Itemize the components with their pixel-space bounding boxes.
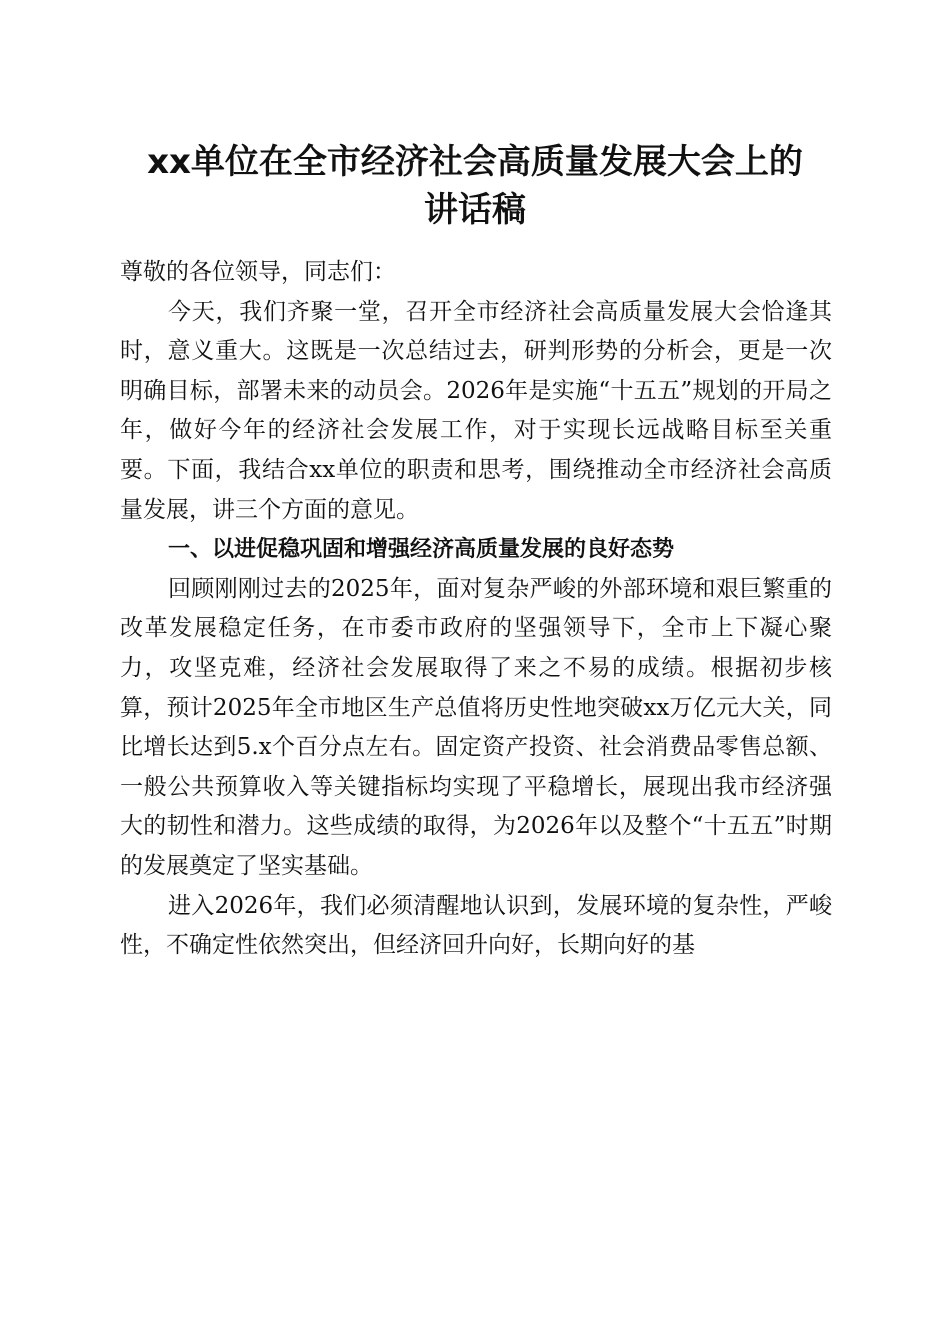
title-line-2: 讲话稿: [424, 190, 526, 230]
section1-paragraph-1: 回顾刚刚过去的2025年，面对复杂严峻的外部环境和艰巨繁重的改革发展稳定任务，在市委市政府的坚强领导下，全市上下凝心聚力，攻坚克难，经济社会发展取得了来之不易的成绩。根据初步核算，预计2025年全市地区生产总值将历史性地突破xx万亿元大关，同比增长达到5.x个百分点左右。固定资产投资、社会消费品零售总额、一般公共预算收入等关键指标均实现了平稳增长，展现出我市经济强大的韧性和潜力。这些成绩的取得，为2026年以及整个“十五五”时期的发展奠定了坚实基础。: [120, 575, 832, 879]
document-title: [95, 138, 855, 234]
intro-paragraph: 今天，我们齐聚一堂，召开全市经济社会高质量发展大会恰逢其时，意义重大。这既是一次总结过去，研判形势的分析会，更是一次明确目标，部署未来的动员会。2026年是实施“十五五”规划的开局之年，做好今年的经济社会发展工作，对于实现长远战略目标至关重要。下面，我结合xx单位的职责和思考，围绕推动全市经济社会高质量发展，讲三个方面的意见。: [120, 298, 832, 523]
section-heading-1: 一、以进促稳巩固和增强经济高质量发展的良好态势: [168, 537, 675, 563]
title-line-1: xx单位在全市经济社会高质量发展大会上的: [147, 142, 803, 182]
section1-paragraph-2: 进入2026年，我们必须清醒地认识到，发展环境的复杂性，严峻性，不确定性依然突出，但经济回升向好，长期向好的基: [120, 892, 832, 959]
document-body: [120, 253, 832, 966]
salutation: 尊敬的各位领导，同志们：: [120, 259, 396, 285]
